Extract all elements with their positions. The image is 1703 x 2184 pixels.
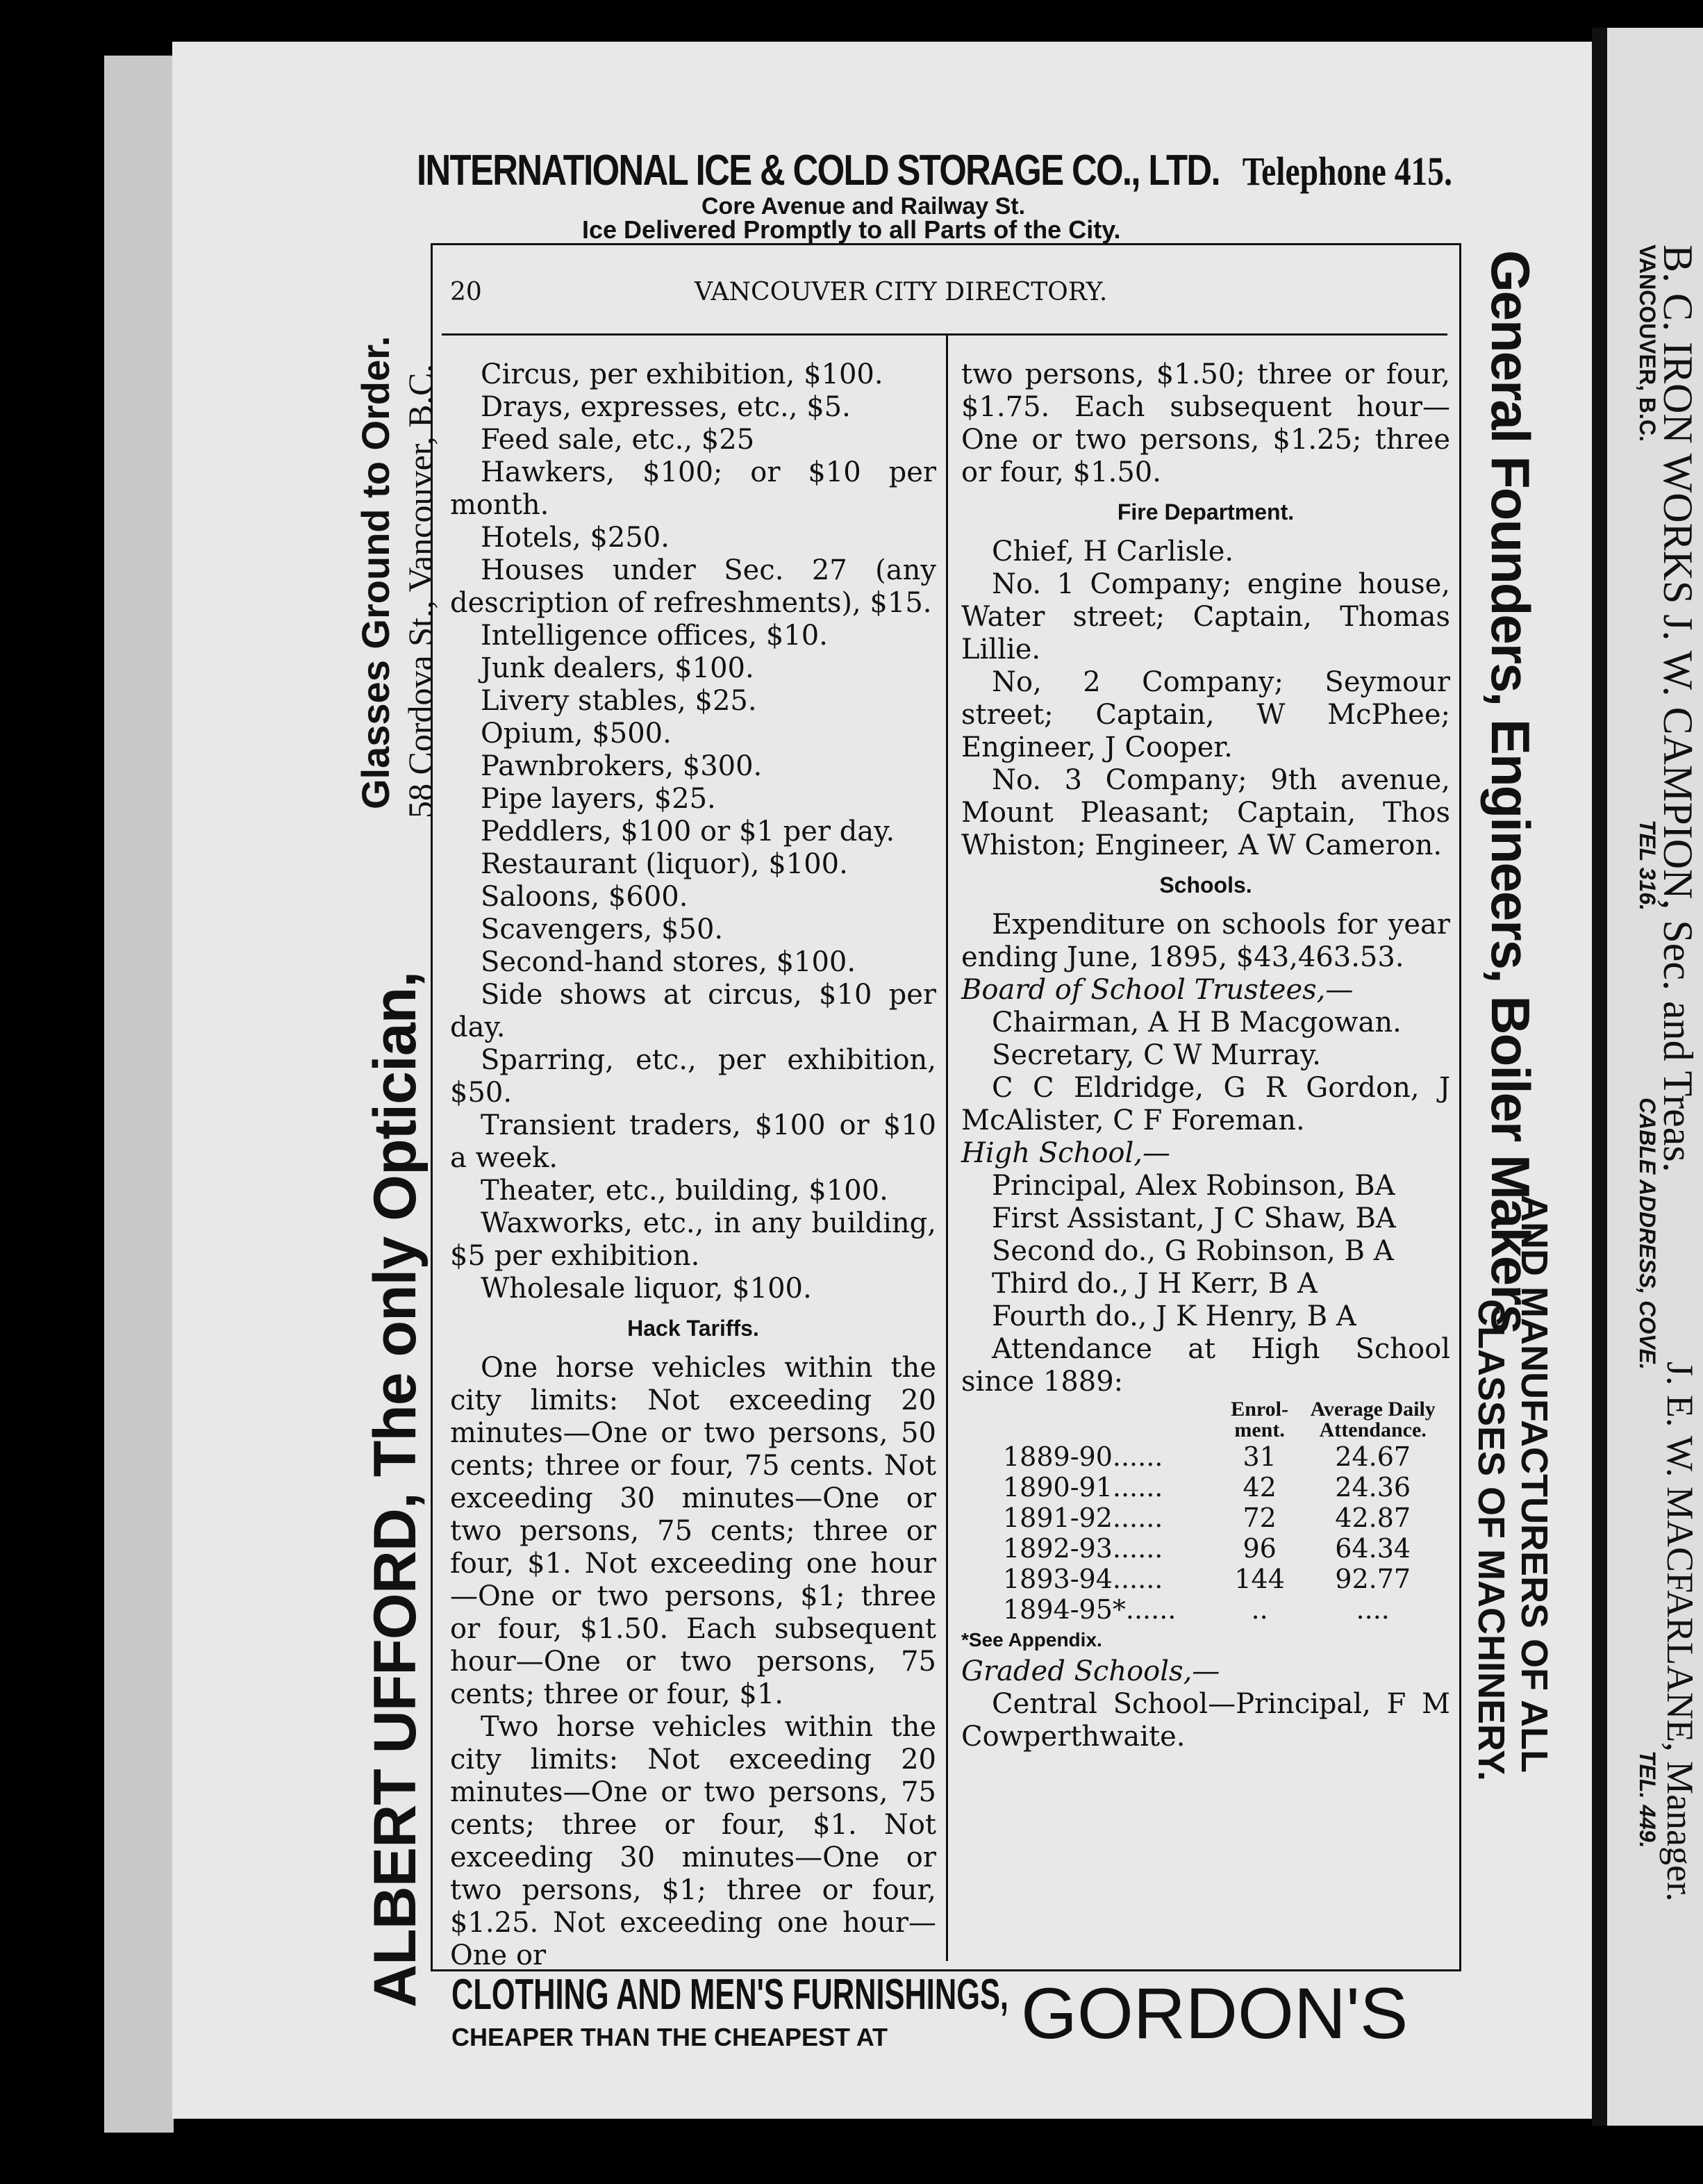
licence-item: Second-hand stores, $100. [481,946,856,978]
adjacent-page-cable: CABLE ADDRESS, COVE. [1635,1098,1660,1370]
fire-chief: Chief, H Carlisle. [992,536,1234,568]
column-rule [946,336,948,1961]
table-row: 1894-95*...... .. .... [1003,1594,1390,1625]
licence-item: Side shows at circus, $10 per day. [450,979,936,1043]
adjacent-page-tel1: TEL 316. [1635,820,1660,911]
table-row: 1893-94...... 144 92.77 [1003,1564,1411,1594]
adjacent-page-ironworks: B. C. IRON WORKS J. W. CAMPION, Sec. and Treas. [1655,245,1701,1173]
high-school-heading: High School,— [961,1137,1170,1169]
top-ad-telephone: Telephone 415. [1242,149,1452,194]
table-row: 1892-93...... 96 64.34 [1003,1533,1411,1564]
high-school-second: Second do., G Robinson, B A [992,1235,1394,1267]
adjacent-page-manager: J. E. W. MACFARLANE, Manager. [1659,1362,1701,1902]
licence-item: Waxworks, etc., in any building, $5 per exhibition. [450,1207,936,1272]
hack-two-horse: Two horse vehicles within the city limits: Not exceeding 20 minutes—One or two persons, 75 cents; three or four, $1. Not exceeding 30 minutes—One or two persons, $1; three or four, $1.25. Not exceeding one hour—One or [450,1711,936,1971]
licence-item: Drays, expresses, etc., $5. [481,391,851,423]
licence-item: Intelligence offices, $10. [481,620,828,652]
licence-item: Opium, $500. [481,718,672,750]
attendance-table [961,1398,1450,1625]
table-row: 1891-92...... 72 42.87 [1003,1503,1411,1533]
licence-item: Circus, per exhibition, $100. [481,358,883,390]
enrolment-header: Enrol- ment. [1231,1398,1289,1441]
average-attendance-header: Average Daily Attendance. [1310,1398,1436,1441]
licence-item: Pawnbrokers, $300. [481,750,763,782]
graded-schools-heading: Graded Schools,— [961,1655,1220,1687]
licence-item: Livery stables, $25. [481,685,757,717]
hack-tariffs-heading: Hack Tariffs. [627,1316,759,1341]
hack-continued: two persons, $1.50; three or four, $1.75. Each subsequent hour—One or two persons, $1.25; three or four, $1.50. [961,358,1450,488]
header-rule [442,333,1447,336]
fire-company-3: No. 3 Company; 9th avenue, Mount Pleasant; Captain, Thos Whiston; Engineer, A W Cameron. [961,764,1450,861]
top-ad-company [417,146,1452,195]
fire-company-2: No, 2 Company; Seymour street; Captain, W McPhee; Engineer, J Cooper. [961,666,1450,763]
licence-item: Theater, etc., building, $100. [481,1175,888,1207]
running-title: VANCOUVER CITY DIRECTORY. [695,278,1108,306]
right-ad-machinery: CLASSES OF MACHINERY. [1470,1299,1512,1782]
trustees-heading: Board of School Trustees,— [961,974,1354,1006]
high-school-fourth: Fourth do., J K Henry, B A [992,1300,1356,1332]
left-column [450,358,936,1972]
top-ad-tagline: Ice Delivered Promptly to all Parts of the City. [582,215,1121,244]
page-number: 20 [450,278,482,306]
licence-item: Peddlers, $100 or $1 per day. [481,816,895,847]
left-ad-address: 58 Cordova St., Vancouver, B.C. [401,364,440,818]
licence-item: Wholesale liquor, $100. [481,1273,812,1305]
right-ad-manufacturers: AND MANUFACTURERS OF ALL [1513,1195,1555,1773]
right-column [961,358,1450,1753]
trustees-secretary: Secretary, C W Murray. [992,1039,1321,1071]
schools-heading: Schools. [1159,872,1252,897]
licence-item: Scavengers, $50. [481,913,724,945]
right-ad-founders: General Founders, Engineers, Boiler Makers [1480,250,1541,1333]
left-ad-optician: ALBERT UFFORD, The only Optician, [362,971,429,2008]
high-school-first-assistant: First Assistant, J C Shaw, BA [992,1202,1396,1234]
licence-item: Hotels, $250. [481,522,670,554]
appendix-note: *See Appendix. [961,1629,1102,1651]
licence-item: Saloons, $600. [481,881,688,913]
top-ad-company-name: INTERNATIONAL ICE & COLD STORAGE CO., LTD. [417,147,1220,195]
bottom-ad-brand: GORDON'S [1021,1974,1409,2054]
school-expenditure: Expenditure on schools for year ending June, 1895, $43,463.53. [961,909,1450,973]
trustees-members: C C Eldridge, G R Gordon, J McAlister, C F Foreman. [961,1072,1450,1136]
adjacent-page-tel2: TEL. 449. [1635,1751,1660,1848]
licence-item: Sparring, etc., per exhibition, $50. [450,1044,936,1109]
fire-company-1: No. 1 Company; engine house, Water street; Captain, Thomas Lillie. [961,568,1450,665]
licence-item: Hawkers, $100; or $10 per month. [450,456,936,521]
page-edge-shadow [104,56,174,2133]
fire-department-heading: Fire Department. [1117,499,1295,524]
high-school-principal: Principal, Alex Robinson, BA [992,1170,1395,1202]
attendance-intro: Attendance at High School since 1889: [961,1333,1450,1398]
central-school: Central School—Principal, F M Cowperthwaite. [961,1688,1450,1753]
bottom-ad-cheaper: CHEAPER THAN THE CHEAPEST AT [451,2023,888,2051]
table-row: 1889-90...... 31 24.67 [1003,1441,1411,1472]
licence-item: Feed sale, etc., $25 [481,424,755,456]
licence-item: Pipe layers, $25. [481,783,716,815]
licence-item: Transient traders, $100 or $10 a week. [450,1109,936,1174]
top-ad-address: Core Avenue and Railway St. [701,193,1026,220]
high-school-third: Third do., J H Kerr, B A [992,1268,1318,1300]
licence-item: Junk dealers, $100. [481,652,754,684]
hack-one-horse: One horse vehicles within the city limits: Not exceeding 20 minutes—One or two persons, 50 cents; three or four, 75 cents. Not exceeding 30 minutes—One or two persons, 75 cents; three or four, $1. Not exceeding one hour—One or two persons, $1; three or four, $1.50. Each subsequent hour—One or two persons, 75 cents; three or four, $1. [450,1352,936,1710]
adjacent-page-city: VANCOUVER, B.C. [1635,245,1660,442]
attendance-header-row [961,1398,1450,1441]
licence-item: Houses under Sec. 27 (any description of refreshments), $15. [450,554,936,619]
trustees-chairman: Chairman, A H B Macgowan. [992,1007,1402,1039]
left-ad-glasses: Glasses Ground to Order. [354,336,397,809]
bottom-ad-clothing: CLOTHING AND MEN'S FURNISHINGS, [451,1971,1008,2019]
table-row: 1890-91...... 42 24.36 [1003,1472,1411,1503]
licence-item: Restaurant (liquor), $100. [481,848,848,880]
licence-list [450,358,936,1305]
